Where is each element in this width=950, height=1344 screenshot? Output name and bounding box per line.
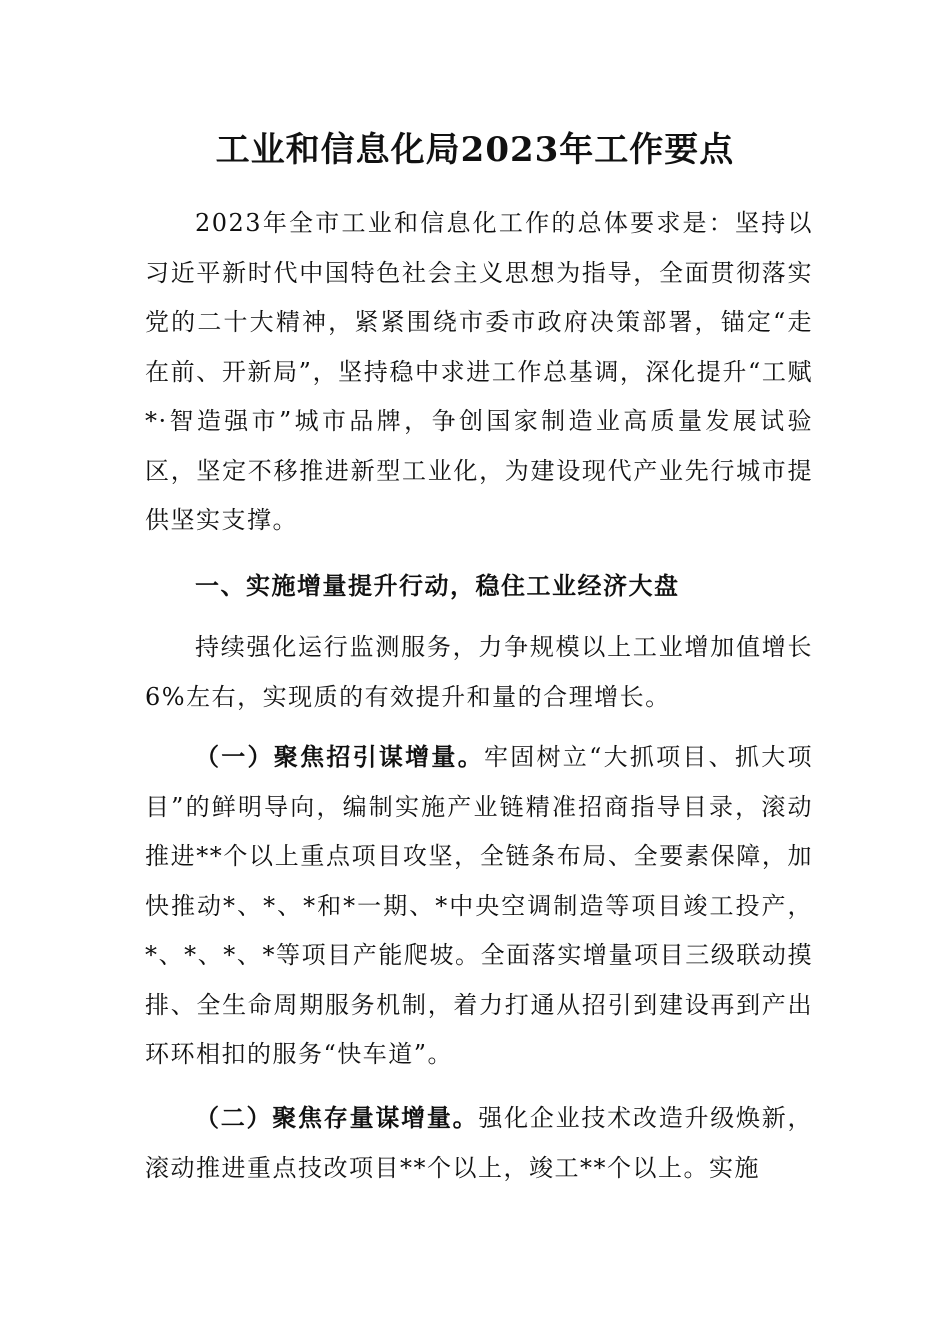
item-2-lead: （二）聚焦存量谋增量。	[195, 1103, 479, 1132]
item-1-lead: （一）聚焦招引谋增量。	[195, 742, 484, 771]
section-heading: 一、实施增量提升行动，稳住工业经济大盘	[195, 571, 680, 600]
item-2-body: 强化企业技术改造升级焕新，滚动推进重点技改项目**个以上，竣工**个以上。实施	[145, 1104, 814, 1182]
intro-paragraph: 2023年全市工业和信息化工作的总体要求是：坚持以习近平新时代中国特色社会主义思想为指导，全面贯彻落实党的二十大精神，紧紧围绕市委市政府决策部署，锚定“走在前、开新局”，坚持稳中求进工作总基调，深化提升“工赋*·智造强市”城市品牌，争创国家制造业高质量发展试验区，坚定不移推进新型工业化，为建设现代产业先行城市提供坚实支撑。	[145, 209, 813, 534]
item-1-body: 牢固树立“大抓项目、抓大项目”的鲜明导向，编制实施产业链精准招商指导目录，滚动推进**个以上重点项目攻坚，全链条布局、全要素保障，加快推动*、*、*和*一期、*中央空调制造等项目竣工投产，*、*、*、*等项目产能爬坡。全面落实增量项目三级联动摸排、全生命周期服务机制，着力打通从招引到建设再到产出环环相扣的服务“快车道”。	[145, 743, 813, 1068]
section-summary-paragraph: 持续强化运行监测服务，力争规模以上工业增加值增长6%左右，实现质的有效提升和量的合理增长。	[145, 633, 813, 711]
item-2-paragraph	[145, 1093, 813, 1193]
document-title: 工业和信息化局2023年工作要点	[215, 130, 735, 170]
item-1-paragraph	[145, 732, 813, 1080]
